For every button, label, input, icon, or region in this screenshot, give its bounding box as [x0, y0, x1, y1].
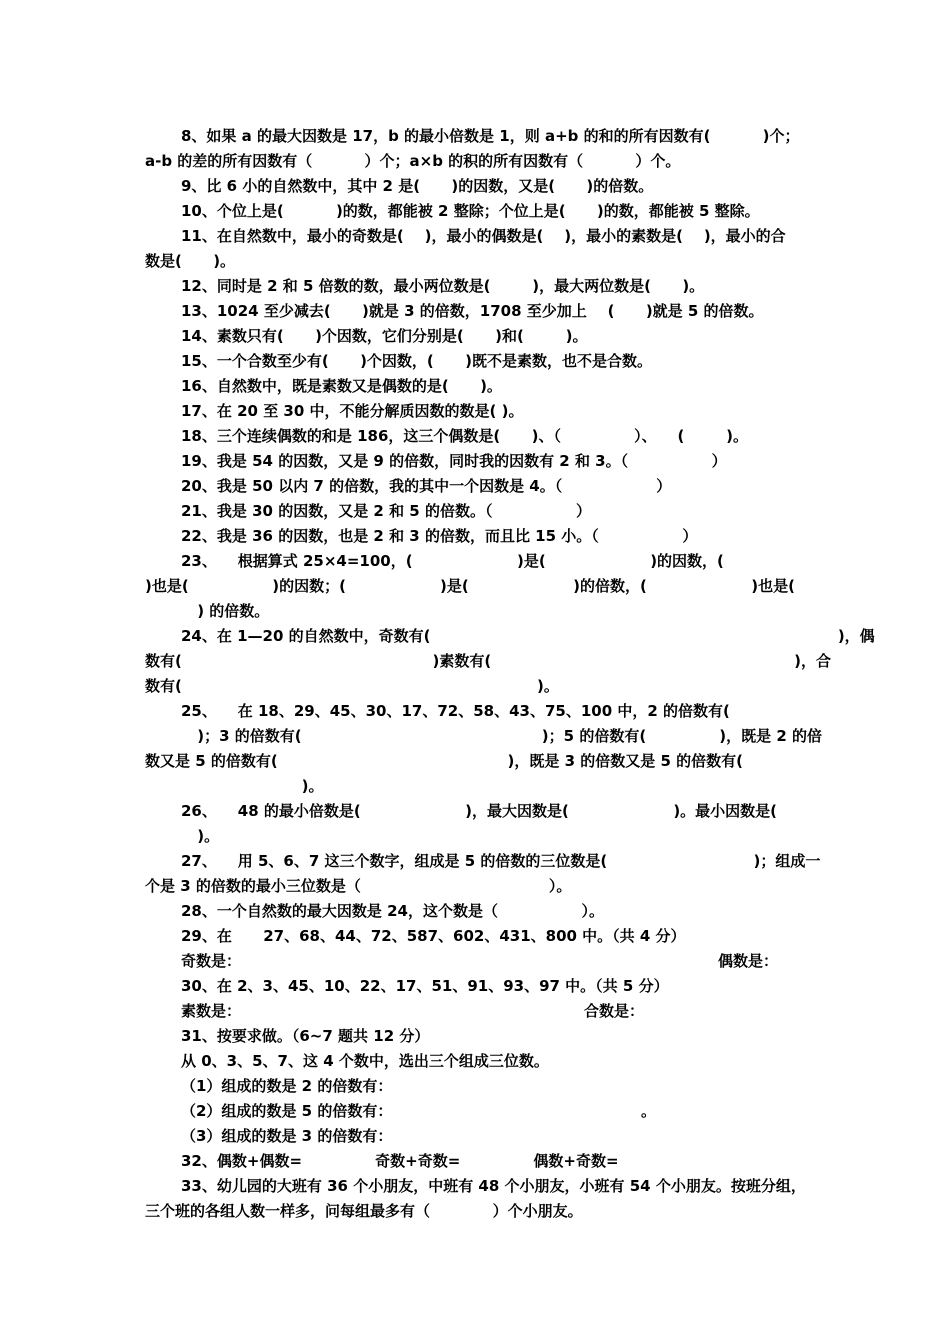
- q13-line: 13、1024 至少减去( )就是 3 的倍数，1708 至少加上 ( )就是 5 的倍数。: [181, 302, 764, 320]
- q24-line-3: 数有( )。: [145, 677, 559, 695]
- q31-part-3: （3）组成的数是 3 的倍数有：: [181, 1127, 393, 1145]
- q28-line: 28、一个自然数的最大因数是 24，这个数是（ ）。: [181, 902, 605, 920]
- q8-line-2: a-b 的差的所有因数有（ ）个；a×b 的积的所有因数有（ ）个。: [145, 152, 681, 170]
- q17-line: 17、在 20 至 30 中，不能分解质因数的数是( )。: [181, 402, 524, 420]
- q30-prime-label: 素数是：: [181, 1002, 242, 1020]
- q8-line-1: 8、如果 a 的最大因数是 17，b 的最小倍数是 1，则 a+b 的和的所有因数有( )个；: [181, 127, 800, 145]
- q15-line: 15、一个合数至少有( )个因数，( )既不是素数，也不是合数。: [181, 352, 652, 370]
- q9-line: 9、比 6 小的自然数中，其中 2 是( )的因数，又是( )的倍数。: [181, 177, 654, 195]
- q19-line: 19、我是 54 的因数，又是 9 的倍数，同时我的因数有 2 和 3。（ ）: [181, 452, 727, 470]
- q31-instruction: 从 0、3、5、7、这 4 个数中，选出三个组成三位数。: [181, 1052, 549, 1070]
- q27-line-1: 27、 用 5、6、7 这三个数字，组成是 5 的倍数的三位数是( )；组成一: [181, 852, 821, 870]
- q29-odd-label: 奇数是：: [181, 952, 242, 970]
- q18-line: 18、三个连续偶数的和是 186，这三个偶数是( )、（ ）、 ( )。: [181, 427, 748, 445]
- q26-line-2: )。: [145, 827, 220, 845]
- q10-line: 10、个位上是( )的数，都能被 2 整除；个位上是( )的数，都能被 5 整除。: [181, 202, 760, 220]
- q29-even-label: 偶数是：: [718, 952, 779, 970]
- q22-line: 22、我是 36 的因数，也是 2 和 3 的倍数，而且比 15 小。（ ）: [181, 527, 698, 545]
- q24-line-2: 数有( )素数有( )，合: [145, 652, 831, 670]
- q25-line-2: )；3 的倍数有( )；5 的倍数有( )，既是 2 的倍: [145, 727, 823, 745]
- q27-line-2: 个是 3 的倍数的最小三位数是（ ）。: [145, 877, 572, 895]
- q26-line-1: 26、 48 的最小倍数是( )，最大因数是( )。最小因数是(: [181, 802, 778, 820]
- q31-part-2: （2）组成的数是 5 的倍数有：: [181, 1102, 393, 1120]
- q33-line-2: 三个班的各组人数一样多，问每组最多有（ ）个小朋友。: [145, 1202, 583, 1220]
- q33-line-1: 33、幼儿园的大班有 36 个小朋友，中班有 48 个小朋友，小班有 54 个小朋友。按班分组，: [181, 1177, 806, 1195]
- q21-line: 21、我是 30 的因数，又是 2 和 5 的倍数。（ ）: [181, 502, 592, 520]
- q12-line: 12、同时是 2 和 5 倍数的数，最小两位数是( )，最大两位数是( )。: [181, 277, 705, 295]
- q11-line-2: 数是( )。: [145, 252, 236, 270]
- q31-part-1: （1）组成的数是 2 的倍数有：: [181, 1077, 393, 1095]
- q29-line: 29、在 27、68、44、72、587、602、431、800 中。（共 4 分）: [181, 927, 686, 945]
- q23-line-2: )也是( )的因数；( )是( )的倍数，( )也是(: [145, 577, 795, 595]
- q14-line: 14、素数只有( )个因数，它们分别是( )和( )。: [181, 327, 588, 345]
- q25-line-4: )。: [145, 777, 324, 795]
- q24-line-1: 24、在 1—20 的自然数中，奇数有( )，偶: [181, 627, 875, 645]
- q25-line-3: 数又是 5 的倍数有( )，既是 3 的倍数又是 5 的倍数有(: [145, 752, 743, 770]
- q30-line: 30、在 2、3、45、10、22、17、51、91、93、97 中。（共 5 分）: [181, 977, 669, 995]
- q31-line: 31、按要求做。（6~7 题共 12 分）: [181, 1027, 430, 1045]
- q31-part-2-end-mark: 。: [641, 1102, 657, 1120]
- q23-line-1: 23、 根据算式 25×4=100，( )是( )的因数，(: [181, 552, 724, 570]
- q16-line: 16、自然数中，既是素数又是偶数的是( )。: [181, 377, 502, 395]
- q30-composite-label: 合数是：: [584, 1002, 645, 1020]
- q23-line-3: ) 的倍数。: [145, 602, 270, 620]
- q20-line: 20、我是 50 以内 7 的倍数，我的其中一个因数是 4。（ ）: [181, 477, 672, 495]
- q11-line-1: 11、在自然数中，最小的奇数是( )，最小的偶数是( )，最小的素数是( )，最小的合: [181, 227, 786, 245]
- q25-line-1: 25、 在 18、29、45、30、17、72、58、43、75、100 中，2 的倍数有(: [181, 702, 730, 720]
- q32-line: 32、偶数+偶数= 奇数+奇数= 偶数+奇数=: [181, 1152, 619, 1170]
